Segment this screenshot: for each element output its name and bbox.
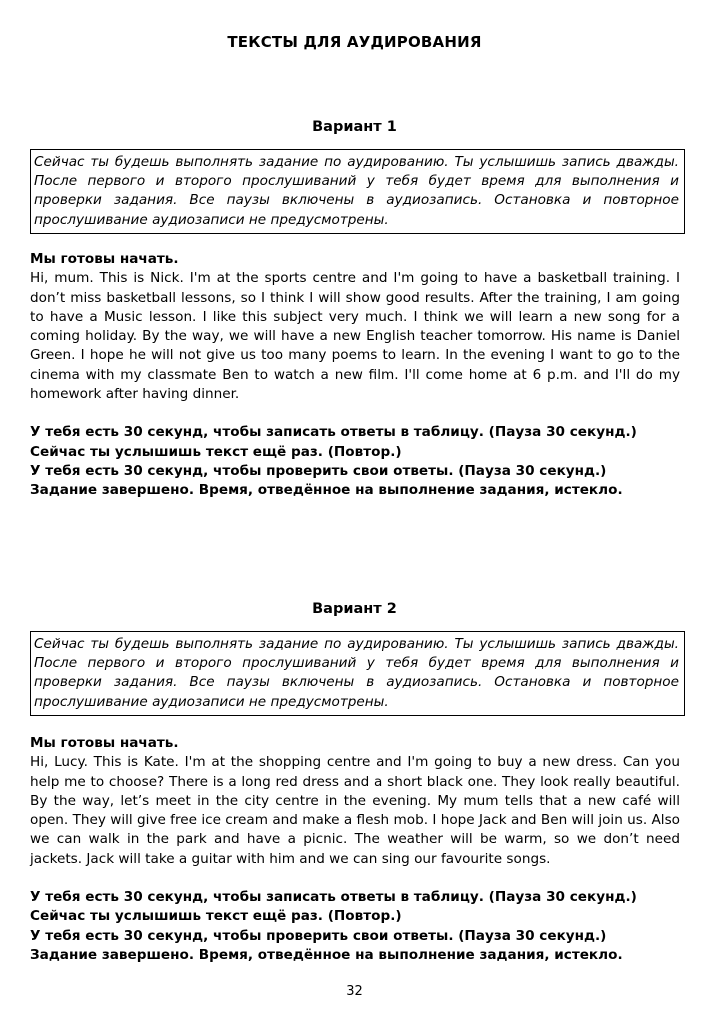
variant-1-ready-line: Мы готовы начать. [30,251,179,267]
variant-1-heading: Вариант 1 [312,119,397,135]
variant-2-stage-repeat: Сейчас ты услышишь текст ещё раз. (Повтор.) [30,908,402,925]
variant-2-stage-finished: Задание завершено. Время, отведённое на выполнение задания, истекло. [30,946,623,963]
variant-2-instruction-box: Сейчас ты будешь выполнять задание по аудированию. Ты услышишь запись дважды. После первого и второго прослушиваний у тебя будет время для выполнения и проверки задания. Все паузы включены в аудиозапись. Остановка и повторное прослушивание аудиозаписи не предусмотрены. [30,631,685,716]
variant-1-stage-record-answers: У тебя есть 30 секунд, чтобы записать ответы в таблицу. (Пауза 30 секунд.) [30,424,637,441]
variant-1-stage-repeat: Сейчас ты услышишь текст ещё раз. (Повтор.) [30,443,402,460]
variant-2-ready-line: Мы готовы начать. [30,735,179,751]
variant-1-instruction-box: Сейчас ты будешь выполнять задание по аудированию. Ты услышишь запись дважды. После первого и второго прослушиваний у тебя будет время для выполнения и проверки задания. Все паузы включены в аудиозапись. Остановка и повторное прослушивание аудиозаписи не предусмотрены. [30,149,685,234]
variant-1-stage-check-answers: У тебя есть 30 секунд, чтобы проверить свои ответы. (Пауза 30 секунд.) [30,462,607,479]
variant-2-body [30,734,680,965]
variant-2-stage-record-answers: У тебя есть 30 секунд, чтобы записать ответы в таблицу. (Пауза 30 секунд.) [30,889,637,906]
variant-1-stage-finished: Задание завершено. Время, отведённое на выполнение задания, истекло. [30,482,623,499]
variant-2-passage: Hi, Lucy. This is Kate. I'm at the shopping centre and I'm going to buy a new dress. Can you help me to choose? There is a long red dress and a short black one. They look really beautiful. By the way, let’s meet in the city centre in the evening. My mum tells that a new café will open. They will give free ice cream and make a flesh mob. I hope Jack and Ben will join us. Also we can walk in the park and have a picnic. The weather will be warm, so we don’t need jackets. Jack will take a guitar with him and we can sing our favourite songs. [30,754,680,867]
variant-1-passage: Hi, mum. This is Nick. I'm at the sports centre and I'm going to have a basketball training. I don’t miss basketball lessons, so I think I will show good results. After the training, I am going to have a Music lesson. I like this subject very much. I think we will learn a new song for a coming holiday. By the way, we will have a new English teacher tomorrow. His name is Daniel Green. I hope he will not give us too many poems to learn. In the evening I want to go to the cinema with my classmate Ben to watch a new film. I'll come home at 6 p.m. and I'll do my homework after having dinner. [30,270,680,403]
page-title: ТЕКСТЫ ДЛЯ АУДИРОВАНИЯ [227,33,482,51]
variant-1-body [30,250,680,501]
page-number: 32 [346,984,363,999]
variant-2-heading: Вариант 2 [312,601,397,617]
variant-2-stage-check-answers: У тебя есть 30 секунд, чтобы проверить свои ответы. (Пауза 30 секунд.) [30,927,607,944]
